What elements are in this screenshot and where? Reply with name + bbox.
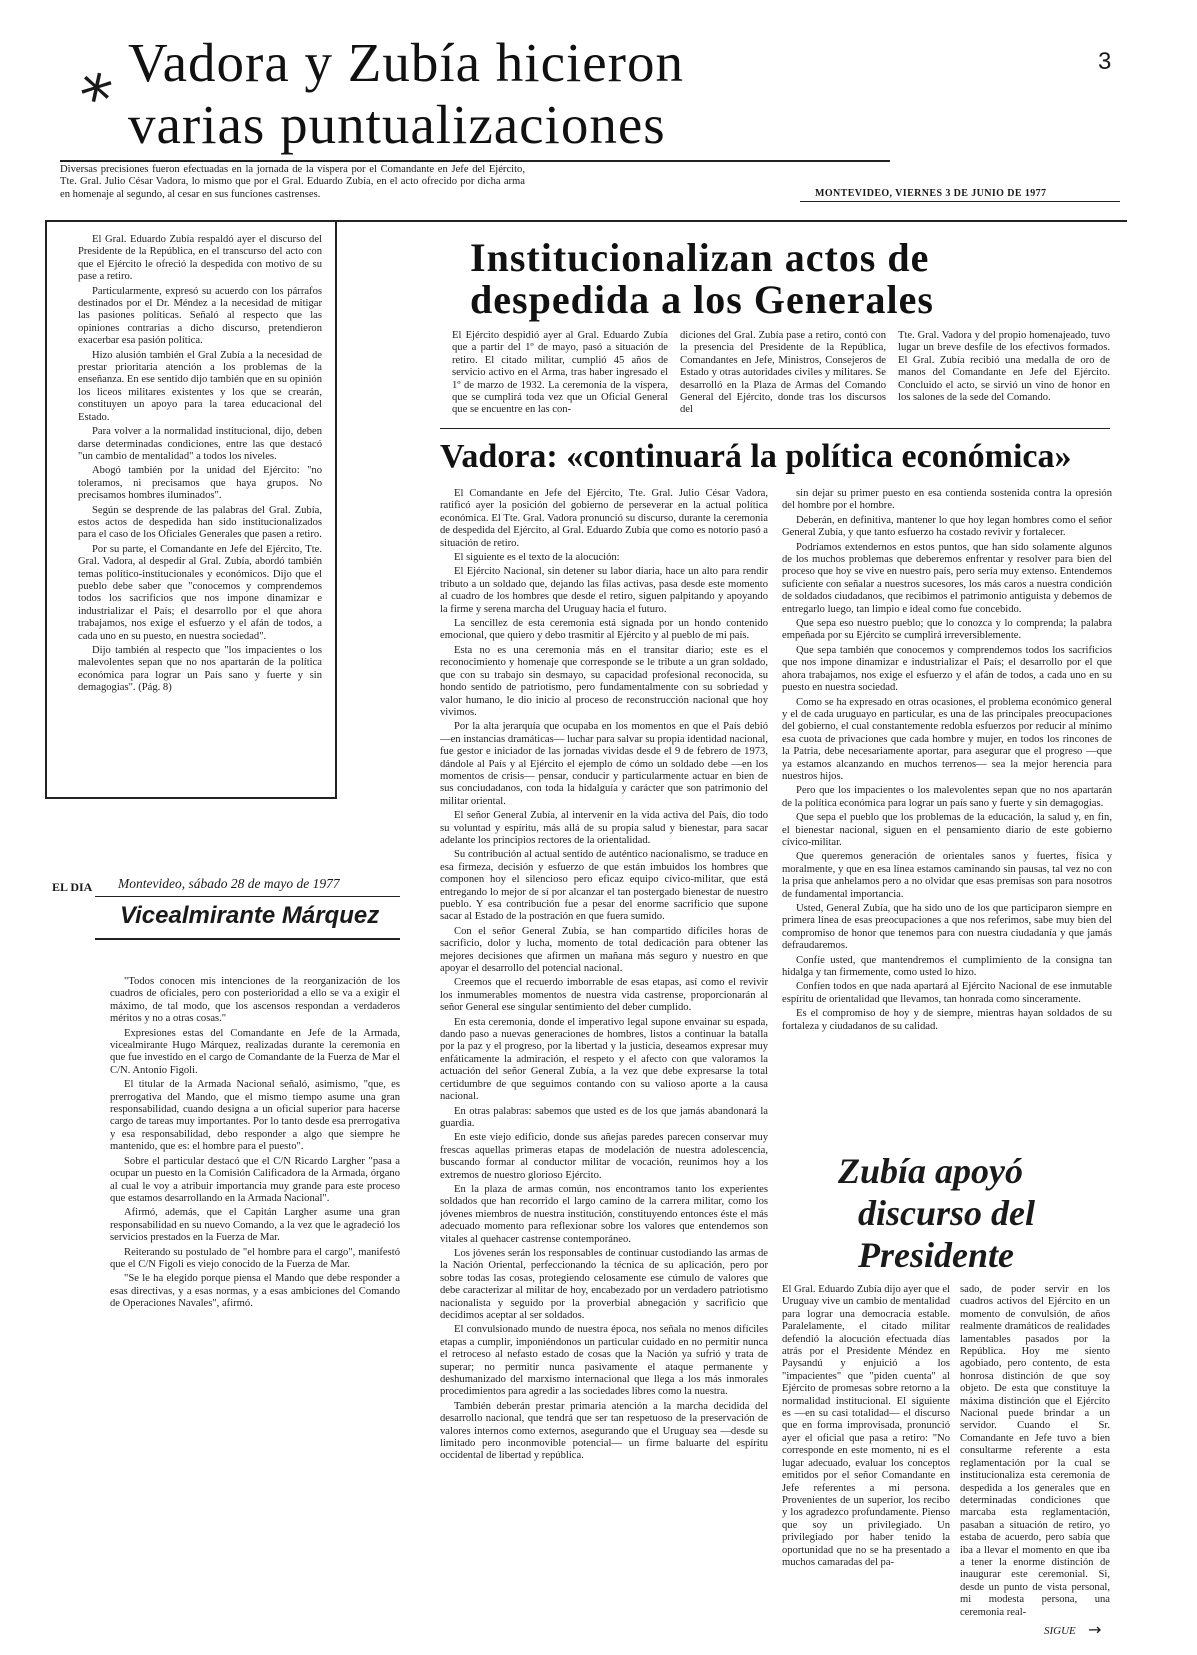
paragraph: Sobre el particular destacó que el C/N Ricardo Largher "pasa a ocupar un puesto en la Comisión Calificadora de la Armada, órgano al cual le voy a atribuir importancia muy grande para este proceso que estamos desarrollando en la Armada Nacional". [110,1155,400,1204]
paragraph: Esta no es una ceremonia más en el transitar diario; este es el reconocimiento y homenaje que corresponde se le tribute a un gran soldado, que con su trabajo sin desmayo, su capacidad profesional reconocida, su hondo sentido de patriotismo, pero fundamentalmente con su sobriedad y valor humano, le dio inicio al proceso de reconstrucción nacional que hoy vivimos. [440,644,768,718]
dateline-rule [800,201,1120,202]
middle-article-rule [440,428,1110,429]
paragraph: Según se desprende de las palabras del Gral. Zubía, estos actos de despedida han sido institucionalizados para el caso de los Oficiales Generales que pasen a retiro. [78,504,322,541]
vadora-col-1 [440,488,768,1638]
paragraph: Confíen todos en que nada apartará al Ejército Nacional de ese inmutable espíritu de orientalidad que llevamos, tan honrada como sinceramente. [782,981,1112,1005]
paragraph: Es el compromiso de hoy y de siempre, mientras hayan soldados de su fortaleza y ciudadanos de su calidad. [782,1008,1112,1032]
paragraph: Para volver a la normalidad institucional, dijo, deben darse determinadas condiciones, entre las que destacó "un cambio de mentalidad" a todos los niveles. [78,426,322,462]
paragraph: El señor General Zubía, al intervenir en la vida activa del País, dio todo su voluntad y espíritu, más allá de su propia salud y bienestar, para sacar adelante los principios rectores de la orientalidad. [440,810,768,846]
zubia-col-1: El Gral. Eduardo Zubía dijo ayer que el Uruguay vive un cambio de mentalidad para lograr una democracia estable. Paralelamente, el citado militar defendió la alocución efectuada días atrás por el Presidente Méndez en Paysandú y enjuició a los "impacientes" que "piden cuenta" al Ejército de promesas sobre retorno a la normalidad institucional. El siguiente es —en su casi totalidad— el discurso que en forma improvisada, pronunció ayer el oficial que pasa a retiro: "No corresponde en este momento, ni es el lugar adecuado, evaluar los conceptos emitidos por el señor Comandante en Jefe referentes a mi persona. Provenientes de un superior, los recibo y los agradezco profundamente. Pienso que soy un privilegiado. Un privilegiado por haber tenido la oportunidad que no se ha presentado a muchos camaradas del pa- [782,1284,950,1568]
left-box-border-right [335,220,337,798]
paragraph: Podríamos extendernos en estos puntos, que han sido solamente algunos de los muchos problemas que deberemos enfrentar y resolver para bien del proceso que hoy se vive en nuestro país, pero sería muy extenso. Entendemos suficiente con señalar a nuestros sucesores, los más caros a nuestra condición de soldados ciudadanos, que recibimos el patrimonio antiguista y debemos de entregarlo luego, tan limpio e ideal como fue concebido. [782,541,1112,615]
paragraph: En este viejo edificio, donde sus añejas paredes parecen conservar muy frescas aquellas primeras etapas de modelación de nuestra adolescencia, buscando formar al conductor militar de vocación, reunimos hoy a los extremos de nuestro glorioso Ejército. [440,1132,768,1181]
paragraph: Por su parte, el Comandante en Jefe del Ejército, Tte. Gral. Vadora, al despedir al Gral. Zubía, abordó también temas político-institucionales y económicos. Dijo que el pueblo debe saber que "conocemos y comprendemos todos los sacrificios que nos impone dinamizar e industrializar el País; el desarrollo por el que ahora trabajamos, nos exige el esfuerzo y el afán de todos, a cada uno en su puesto, en nuestra sociedad". [78,543,322,642]
eldia-headline-rule [95,938,400,940]
paragraph: El siguiente es el texto de la alocución: [454,552,620,564]
zubia-headline-line2: discurso del [858,1193,1036,1233]
left-box-border-left [45,220,47,798]
paragraph: sin dejar su primer puesto en esa contienda sostenida contra la opresión del hombre por el hombre. [782,488,1112,512]
paragraph: Particularmente, expresó su acuerdo con los párrafos destinados por el Dr. Méndez a la necesidad de mitigar las pasiones políticas. Señaló al respecto que las opiniones contrarias a dicho discurso, pretendieron exacerbar esa pasión política. [78,285,322,347]
vadora-headline: Vadora: «continuará la política económica» [440,438,1072,475]
main-deck: Diversas precisiones fueron efectuadas en la jornada de la víspera por el Comandante en Jefe del Ejército, Tte. Gral. Julio César Vadora, lo mismo que por el Gral. Eduardo Zubía, en el acto ofrecido por dicha arma en homenaje al segundo, al cesar en sus funciones castrenses. [60,164,525,200]
zubia-headline-line3: Presidente [858,1235,1014,1275]
paragraph: Que sepa también que conocemos y comprendemos todos los sacrificios que nos impone dinamizar e industrializar el País; el desarrollo por el que ahora trabajamos, nos exige el esfuerzo y el afán de todos, a cada uno en su puesto en nuestra sociedad. [782,644,1112,694]
page-number: 3 [1098,48,1112,75]
paragraph: Creemos que el recuerdo imborrable de esas etapas, así como el revivir los inmumerables momentos de nuestra vida castrense, proporcionarán al señor General ese singular sentimiento del deber cumplido. [440,977,768,1014]
paragraph: Su contribución al actual sentido de auténtico nacionalismo, se traduce en esa firmeza, decisión y esfuerzo de que están imbuidos los hombres que componen hoy el silencioso pero eficaz equipo cívico-militar, que está entregando lo mejor de sí por alcanzar el tan postergado bienestar de nuestro pueblo. Y esa contribución fue a pesar del enorme sacrificio que supone sacar al Estado de la postración en que fuera sumido. [440,849,768,923]
paragraph: El convulsionado mundo de nuestra época, nos señala no menos difíciles etapas a cumplir, imponiéndonos un particular cuidado en no permitir nunca el retroceso al nefasto estado de cosas que la Nación ya sufrió y trata de superar; no permitir nunca pasivamente el ataque permanente y deshumanizado del marxismo internacional que llega a los más inmorales procedimientos para agredir a las sociedades libres como la nuestra. [440,1324,768,1398]
paragraph: Con el señor General Zubía, se han compartido difíciles horas de sacrificio, dolor y lucha, momento de total dedicación para obtener las mejores decisiones que afirmen un mañana más seguro y nuestro en que apoyar el desarrollo del potencial nacional. [440,925,768,975]
middle-headline-line1: Institucionalizan actos de [470,235,930,280]
deck-underline [60,160,890,162]
paragraph: Que queremos generación de orientales sanos y fuertes, física y moralmente, y que en esa línea estamos caminando sin pausas, tal vez no con la prisa que anhelamos pero a no olvidar que esas premisas son para nosotros de fundamental importancia. [782,851,1112,900]
paragraph: En otras palabras: sabemos que usted es de los que jamás abandonará la guardia. [440,1105,768,1129]
paragraph: Dijo también al respecto que "los impacientes o los malevolentes sepan que no nos apartarán de la política económica para lograr un País sano y fuerte y sin demagogias". (Pág. 8) [78,645,322,694]
paragraph: Reiterando su postulado de "el hombre para el cargo", manifestó que el C/N Figoli es viejo conocido de la Fuerza de Mar. [110,1246,400,1270]
vadora-col-2 [782,488,1112,1088]
paragraph: Pero que los impacientes o los malevolentes sepan que no nos apartarán de la política económica para lograr un país sano y fuerte y sin demagogias. [782,785,1112,809]
paragraph: Como se ha expresado en otras ocasiones, el problema económico general y el de cada uruguayo en particular, es una de las principales preocupaciones del gobierno, el cual constantemente redobla esfuerzos por reducir al mínimo esa cuota de privaciones que cada hombre y mujer, en todos los rincones de la Patria, debe necesariamente aportar, para asegurar que el progreso —que ya estamos alcanzando en muchos terrenos— sea la mejor herencia para nuestros hijos. [782,696,1112,782]
paragraph: Por la alta jerarquía que ocupaba en los momentos en que el País debió —en instancias dramáticas— luchar para salvar su propia identidad nacional, fue gestor e iniciador de las jornadas vividas desde el 9 de febrero de 1973, dándole al País y al Ejército el ejemplo de cómo un soldado debe —en los momentos de crisis— pensar, conducir y particularmente actuar en bien de sus conciudadanos, con toda la hidalguía y carácter que son patrimonio del militar oriental. [440,721,768,807]
eldia-dateline: Montevideo, sábado 28 de mayo de 1977 [118,876,340,891]
middle-col-3: Tte. Gral. Vadora y del propio homenajeado, tuvo lugar un breve desfile de los efectivos formados. El Gral. Zubía recibió una medalla de oro de manos del Comandante en Jefe del Ejército. Concluido el acto, se sirvió un vino de honor en los salones de la sede del Comando. [898,330,1110,404]
paragraph: Expresiones estas del Comandante en Jefe de la Armada, vicealmirante Hugo Márquez, realizadas durante la ceremonia en que fue investido en el cargo de Comandante de la Fuerza de Mar el C/N. Antonio Figoli. [110,1027,400,1076]
middle-col-2: diciones del Gral. Zubía pase a retiro, contó con la presencia del Presidente de la República, Comandantes en Jefe, Ministros, Consejeros de Estado y otras autoridades civiles y militares. Se desarrolló en la Plaza de Armas del Comando General del Ejército, donde tras los discursos del [680,330,886,416]
eldia-top-rule [95,896,400,897]
top-box-rule-top [45,220,1127,222]
eldia-headline: Vicealmirante Márquez [120,902,380,929]
main-headline-line2: varias puntualizaciones [128,94,666,155]
paragraph: Que sepa el pueblo que los problemas de la educación, la salud y, en fin, el bienestar nacional, siguen en el pensamiento diario de este gobierno cívico-militar. [782,812,1112,848]
paragraph: El titular de la Armada Nacional señaló, asimismo, "que, es prerrogativa del Mando, que el mismo tiempo asume una gran responsabilidad, cuando designa a un oficial superior para hacerse cargo de tareas muy importantes. Por lo tanto desde esa prerrogativa y esa responsabilidad, debo responder a algo que siempre he mantenido, que es: el hombre para el puesto". [110,1079,400,1153]
middle-headline-line2: despedida a los Generales [470,277,934,322]
paragraph: La sencillez de esta ceremonia está signada por un hondo contenido emocional, que quiero y debo trasmitir al Ejército y al pueblo de mi país. [440,618,768,642]
paragraph: En esta ceremonia, donde el imperativo legal supone envainar su espada, dando paso a nuevas generaciones de hombres, listos a continuar la batalla por la paz y el progreso, por la libertad y la justicia, deseamos expresar muy enfáticamente la admiración, el respeto y el afecto con que valoramos la actuación del señor General Zubía, a la vez que debe expresarse la total certidumbre de que seguimos contando con su valioso aporte a la causa nacional. [440,1016,768,1103]
middle-col-1: El Ejército despidió ayer al Gral. Eduardo Zubía que a partir del 1º de mayo, pasó a situación de retiro. El citado militar, cumplió 45 años de servicio activo en el Arma, tras haber ingresado el 1º de marzo de 1932. La ceremonia de la víspera, que se cumplirá toda vez que un Oficial General que se encuentre en las con- [452,330,668,416]
zubia-headline-line1: Zubía apoyó [838,1151,1023,1191]
paragraph: Que sepa eso nuestro pueblo; que lo conozca y lo comprenda; la palabra empeñada por su Ejército se cumplirá irreversiblemente. [782,618,1112,642]
arrow-icon: → [1088,1620,1102,1639]
paragraph: El Comandante en Jefe del Ejército, Tte. Gral. Julio César Vadora, ratificó ayer la posición del gobierno de perseverar en la actual política económica. El Tte. Gral. Vadora pronunció su discurso, durante la ceremonia de despedida del Ejército, al Gral. Eduardo Zubía que como es notorio pasó a situación de retiro. [440,488,768,549]
paragraph: Afirmó, además, que el Capitán Largher asume una gran responsabilidad en su nuevo Comando, a la vez que le agradeció los servicios prestados en la Fuerza de Mar. [110,1207,400,1244]
handwritten-sigue: SIGUE [1044,1625,1076,1637]
eldia-masthead: EL DIA [52,880,93,894]
paragraph: "Todos conocen mis intenciones de la reorganización de los cuadros de oficiales, pero con posterioridad a ello se va a exigir el máximo, de tal modo, que los ascensos respondan a verdaderos méritos y no a otras cosas." [110,976,400,1025]
zubia-col-2: sado, de poder servir en los cuadros activos del Ejército en un momento de convulsión, de años realmente dramáticos de realidades lamentables pasados por la República. Hoy me siento agobiado, pero contento, de esta honrosa distinción de que soy objeto. De esta que constituye la máxima distinción que el Ejército Nacional puede brindar a un servidor. Cuando el Sr. Comandante en Jefe tuvo a bien consultarme referente a esta reglamentación por la cual se institucionaliza esta ceremonia de despedida a los generales que en determinadas condiciones que marcaba esta reglamentación, pasaban a situación de retiro, yo estaba de acuerdo, pero sabía que iba a llevar el momento en que iba a tener la enorme distinción de inaugurar este ceremonial. Si, desde un punto de vista personal, mi modesta persona, una ceremonia real- [960,1284,1110,1618]
top-article-body [78,234,322,794]
paragraph: También deberán prestar primaria atención a la marcha decidida del desarrollo nacional, que tendrá que ser tan respetuoso de la preservación de valores internos como externos, asegurando que el Uruguay sea —desde su limitado pero inconmovible potencial— un firme baluarte del espíritu occidental de libertad y república. [440,1400,768,1462]
paragraph: Usted, General Zubía, que ha sido uno de los que participaron siempre en primera línea de esas preocupaciones a que nos referimos, sabe muy bien del compromiso de honor que tenemos para con nuestra ciudadanía y que jamás defraudaremos. [782,903,1112,952]
main-headline-line1: Vadora y Zubía hicieron [128,32,685,93]
paragraph: "Se le ha elegido porque piensa el Mando que debe responder a esas directivas, y a esas normas, y a esas ambiciones del Comando de Operaciones Navales", afirmó. [110,1273,400,1310]
paragraph: En la plaza de armas común, nos encontramos tanto los experientes soldados que han recorrido el largo camino de la carrera militar, como los jóvenes miembros de nuestra institución, constituyendo entonces éste el más adecuado momento para reflexionar sobre los valores que entendemos son vitales al quehacer castrense contemporáneo. [440,1183,768,1245]
paragraph: El Gral. Eduardo Zubía respaldó ayer el discurso del Presidente de la República, en el transcurso del acto con que el Ejército le ofreció la despedida con motivo de su pase a retiro. [78,234,322,283]
paragraph: El Ejército Nacional, sin detener su labor diaria, hace un alto para rendir tributo a un soldado que, dejando las filas activas, pasa desde este momento al cuadro de los hombres que desde el retiro, siguen palpitando y apoyando la firme y serena marcha del Uruguay hacia el futuro. [440,566,768,615]
paragraph: Los jóvenes serán los responsables de continuar custodiando las armas de la Nación Oriental, perfeccionando la técnica de su aplicación, pero por sobre todas las cosas, protegiendo celosamente ese cúmulo de valores que debe caracterizar al militar de hoy, encabezado por un verdadero patriotismo nacionalista y seguido por la proverbial abnegación y sacrificio que decidimos aceptar al ser soldados. [440,1247,768,1321]
eldia-body [110,976,400,1526]
main-dateline: MONTEVIDEO, VIERNES 3 DE JUNIO DE 1977 [815,188,1047,199]
asterisk-mark: * [70,59,118,139]
paragraph: Hizo alusión también el Gral Zubía a la necesidad de prestar prioritaria atención a los problemas de la enseñanza. En ese sentido dijo también que en su opinión los liceos militares existentes y los que se crearán, constituyen un apoyo para la tarea educacional del Estado. [78,349,322,423]
left-box-border-bottom [45,797,337,799]
paragraph: Abogó también por la unidad del Ejército: "no toleramos, ni precisamos que haya grupos. No precisamos hombres iluminados". [78,465,322,502]
paragraph: Deberán, en definitiva, mantener lo que hoy legan hombres como el señor General Zubía, y que tanto esfuerzo ha costado revivir y fortalecer. [782,514,1112,539]
paragraph: Confíe usted, que mantendremos el cumplimiento de la consigna tan hidalga y tan firmemente, como usted lo hizo. [782,954,1112,979]
